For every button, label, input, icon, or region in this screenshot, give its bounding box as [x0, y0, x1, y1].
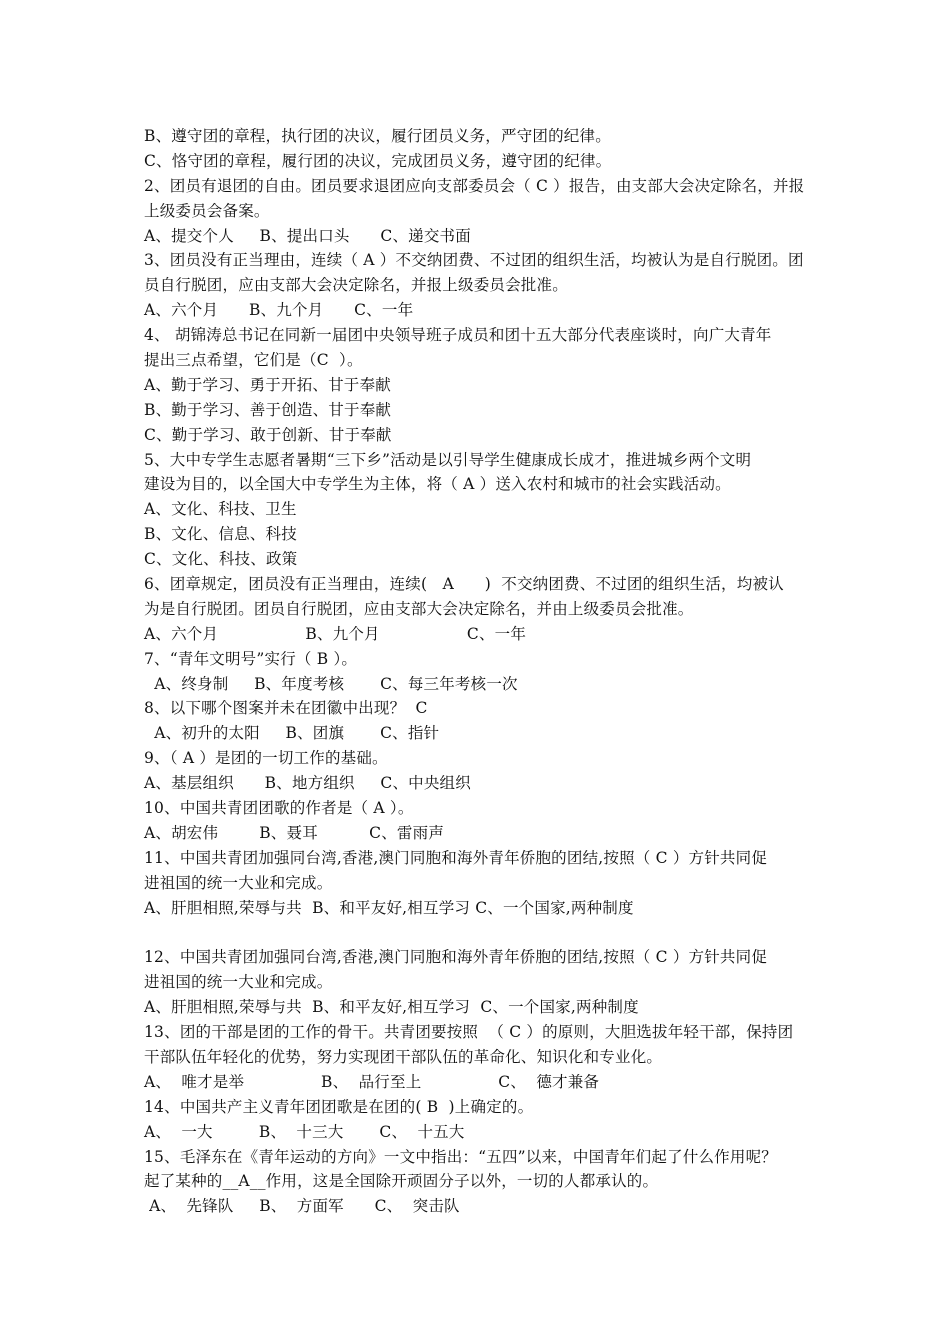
text-line: 14、中国共产主义青年团团歌是在团的( B )上确定的。 — [144, 1097, 534, 1116]
text-line: 起了某种的__A__作用，这是全国除开顽固分子以外，一切的人都承认的。 — [144, 1172, 659, 1191]
text-line: 进祖国的统一大业和完成。 — [144, 973, 333, 992]
text-line: A、初升的太阳 B、团旗 C、指针 — [144, 724, 440, 743]
blank-line — [144, 921, 824, 946]
text-line: 7、“青年文明号”实行（ B ）。 — [144, 649, 358, 668]
text-line: A、文化、科技、卫生 — [144, 500, 297, 519]
text-line: 2、团员有退团的自由。团员要求退团应向支部委员会（ C ）报告，由支部大会决定除名，并报 — [144, 176, 805, 195]
text-line: 上级委员会备案。 — [144, 201, 270, 220]
text-line: 15、毛泽东在《青年运动的方向》一文中指出：“五四”以来，中国青年们起了什么作用呢？ — [144, 1147, 777, 1166]
text-line: B、文化、信息、科技 — [144, 525, 297, 544]
text-line: 提出三点希望，它们是（C ）。 — [144, 351, 363, 370]
text-line: B、勤于学习、善于创造、甘于奉献 — [144, 400, 392, 419]
text-line: 6、团章规定，团员没有正当理由，连续( A ) 不交纳团费、不过团的组织生活，均被认 — [144, 575, 784, 594]
text-line: A、 先锋队 B、 方面军 C、 突击队 — [144, 1197, 460, 1216]
text-line: C、文化、科技、政策 — [144, 550, 298, 569]
text-line: A、六个月 B、九个月 C、一年 — [144, 301, 414, 320]
text-line: A、 唯才是举 B、 品行至上 C、 德才兼备 — [144, 1072, 600, 1091]
text-line: 为是自行脱团。团员自行脱团，应由支部大会决定除名，并由上级委员会批准。 — [144, 599, 694, 618]
text-line: A、勤于学习、勇于开拓、甘于奉献 — [144, 375, 391, 394]
text-line: 干部队伍年轻化的优势，努力实现团干部队伍的革命化、知识化和专业化。 — [144, 1047, 663, 1066]
text-line: 员自行脱团，应由支部大会决定除名，并报上级委员会批准。 — [144, 276, 568, 295]
text-line: A、 一大 B、 十三大 C、 十五大 — [144, 1122, 465, 1141]
text-line: A、肝胆相照,荣辱与共 B、和平友好,相互学习 C、一个国家,两种制度 — [144, 898, 634, 917]
document-body — [144, 124, 824, 1219]
text-line: C、恪守团的章程，履行团的决议，完成团员义务，遵守团的纪律。 — [144, 151, 612, 170]
text-line: 11、中国共青团加强同台湾,香港,澳门同胞和海外青年侨胞的团结,按照（ C ）方针共同促 — [144, 848, 768, 867]
text-line: A、提交个人 B、提出口头 C、递交书面 — [144, 226, 471, 245]
text-line: 5、大中专学生志愿者暑期“三下乡”活动是以引导学生健康成长成才，推进城乡两个文明 — [144, 450, 752, 469]
text-line: C、勤于学习、敢于创新、甘于奉献 — [144, 425, 392, 444]
text-line: 8、以下哪个图案并未在团徽中出现？ C — [144, 699, 428, 718]
text-line: A、胡宏伟 B、聂耳 C、雷雨声 — [144, 823, 445, 842]
text-line: 建设为目的，以全国大中专学生为主体，将（ A ）送入农村和城市的社会实践活动。 — [144, 475, 731, 494]
text-line: B、遵守团的章程，执行团的决议，履行团员义务，严守团的纪律。 — [144, 127, 611, 145]
text-line: A、肝胆相照,荣辱与共 B、和平友好,相互学习 C、一个国家,两种制度 — [144, 998, 639, 1017]
text-line: A、基层组织 B、地方组织 C、中央组织 — [144, 774, 471, 793]
text-line: 10、中国共青团团歌的作者是（ A ）。 — [144, 799, 414, 818]
text-line: 12、中国共青团加强同台湾,香港,澳门同胞和海外青年侨胞的团结,按照（ C ）方针共同促 — [144, 948, 768, 967]
text-line: A、终身制 B、年度考核 C、每三年考核一次 — [144, 674, 518, 693]
text-line: A、六个月 B、九个月 C、一年 — [144, 624, 527, 643]
text-line: 4、 胡锦涛总书记在同新一届团中央领导班子成员和团十五大部分代表座谈时，向广大青年 — [144, 326, 772, 345]
text-line: 13、团的干部是团的工作的骨干。共青团要按照 （ C ）的原则，大胆选拔年轻干部，保持团 — [144, 1023, 794, 1042]
text-line: 9、（ A ）是团的一切工作的基础。 — [144, 749, 388, 768]
text-line: 3、团员没有正当理由，连续（ A ）不交纳团费、不过团的组织生活，均被认为是自行脱团。团 — [144, 251, 804, 270]
text-line: 进祖国的统一大业和完成。 — [144, 873, 333, 892]
